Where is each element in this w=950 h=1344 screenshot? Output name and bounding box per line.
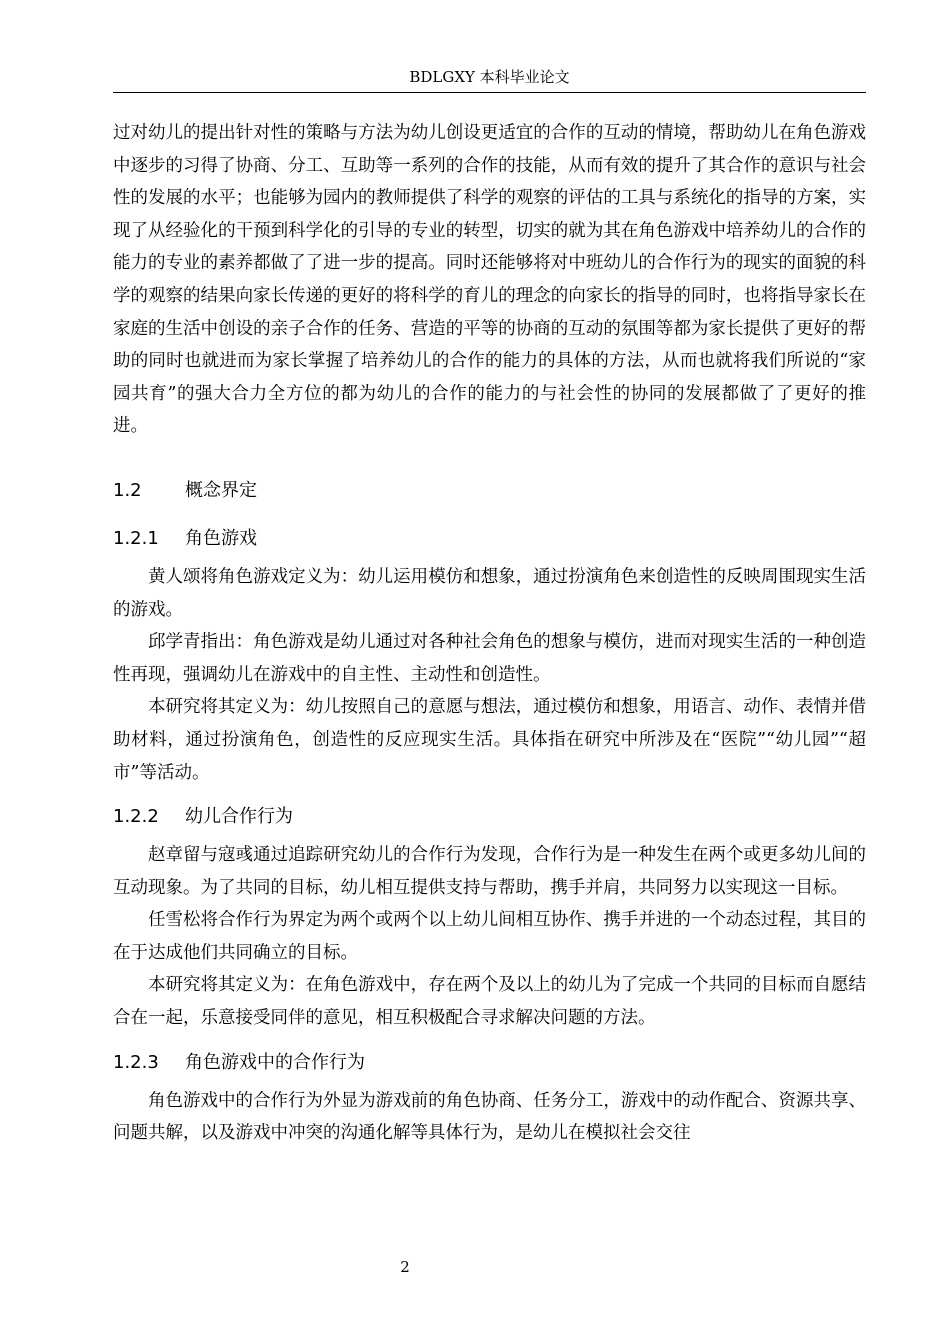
subsection-number: 1.2.3: [113, 1051, 159, 1073]
subsection-title: 幼儿合作行为: [185, 806, 293, 828]
body-paragraph: 本研究将其定义为：幼儿按照自己的意愿与想法，通过模仿和想象，用语言、动作、表情并借助材料，通过扮演角色，创造性的反应现实生活。具体指在研究中所涉及在“医院”“幼儿园”“超市”等活动。: [113, 697, 866, 783]
body-paragraph: 邱学青指出：角色游戏是幼儿通过对各种社会角色的想象与模仿，进而对现实生活的一种创造性再现，强调幼儿在游戏中的自主性、主动性和创造性。: [113, 632, 866, 685]
subsection-heading-1-2-2: [113, 803, 866, 831]
section-number: 1.2: [113, 479, 142, 501]
body-paragraph: 黄人颂将角色游戏定义为：幼儿运用模仿和想象，通过扮演角色来创造性的反映周围现实生活的游戏。: [113, 566, 866, 620]
page-header: BDLGXY 本科毕业论文: [409, 68, 570, 86]
page-content: [113, 117, 866, 1150]
body-paragraph: 角色游戏中的合作行为外显为游戏前的角色协商、任务分工，游戏中的动作配合、资源共享、问题共解，以及游戏中冲突的沟通化解等具体行为，是幼儿在模拟社会交往: [113, 1090, 866, 1144]
body-paragraph: 本研究将其定义为：在角色游戏中，存在两个及以上的幼儿为了完成一个共同的目标而自愿结合在一起，乐意接受同伴的意见，相互积极配合寻求解决问题的方法。: [113, 975, 866, 1029]
subsection-heading-1-2-1: [113, 525, 866, 553]
body-paragraph: 任雪松将合作行为界定为两个或两个以上幼儿间相互协作、携手并进的一个动态过程，其目的在于达成他们共同确立的目标。: [113, 910, 866, 963]
page-number: 2: [400, 1258, 410, 1276]
intro-paragraph: 过对幼儿的提出针对性的策略与方法为幼儿创设更适宜的合作的互动的情境，帮助幼儿在角色游戏中逐步的习得了协商、分工、互助等一系列的合作的技能，从而有效的提升了其合作的意识与社会性的发展的水平；也能够为园内的教师提供了科学的观察的评估的工具与系统化的指导的方案，实现了从经验化的干预到科学化的引导的专业的转型，切实的就为其在角色游戏中培养幼儿的合作的能力的专业的素养都做了了进一步的提高。同时还能够将对中班幼儿的合作行为的现实的面貌的科学的观察的结果向家长传递的更好的将科学的育儿的理念的向家长的指导的同时，也将指导家长在家庭的生活中创设的亲子合作的任务、营造的平等的协商的互动的氛围等都为家长提供了更好的帮助的同时也就进而为家长掌握了培养幼儿的合作的能力的具体的方法，从而也就将我们所说的“家园共育”的强大合力全方位的都为幼儿的合作的能力的与社会性的协同的发展都做了了更好的推进。: [113, 123, 866, 437]
body-paragraph: 赵章留与寇彧通过追踪研究幼儿的合作行为发现，合作行为是一种发生在两个或更多幼儿间的互动现象。为了共同的目标，幼儿相互提供支持与帮助，携手并肩，共同努力以实现这一目标。: [113, 845, 866, 898]
subsection-title: 角色游戏中的合作行为: [185, 1051, 365, 1073]
subsection-number: 1.2.2: [113, 806, 159, 828]
subsection-number: 1.2.1: [113, 527, 159, 549]
header-divider: [113, 92, 866, 93]
subsection-title: 角色游戏: [185, 527, 257, 549]
section-heading: [113, 477, 866, 505]
subsection-heading-1-2-3: [113, 1049, 866, 1077]
section-title: 概念界定: [185, 479, 257, 501]
